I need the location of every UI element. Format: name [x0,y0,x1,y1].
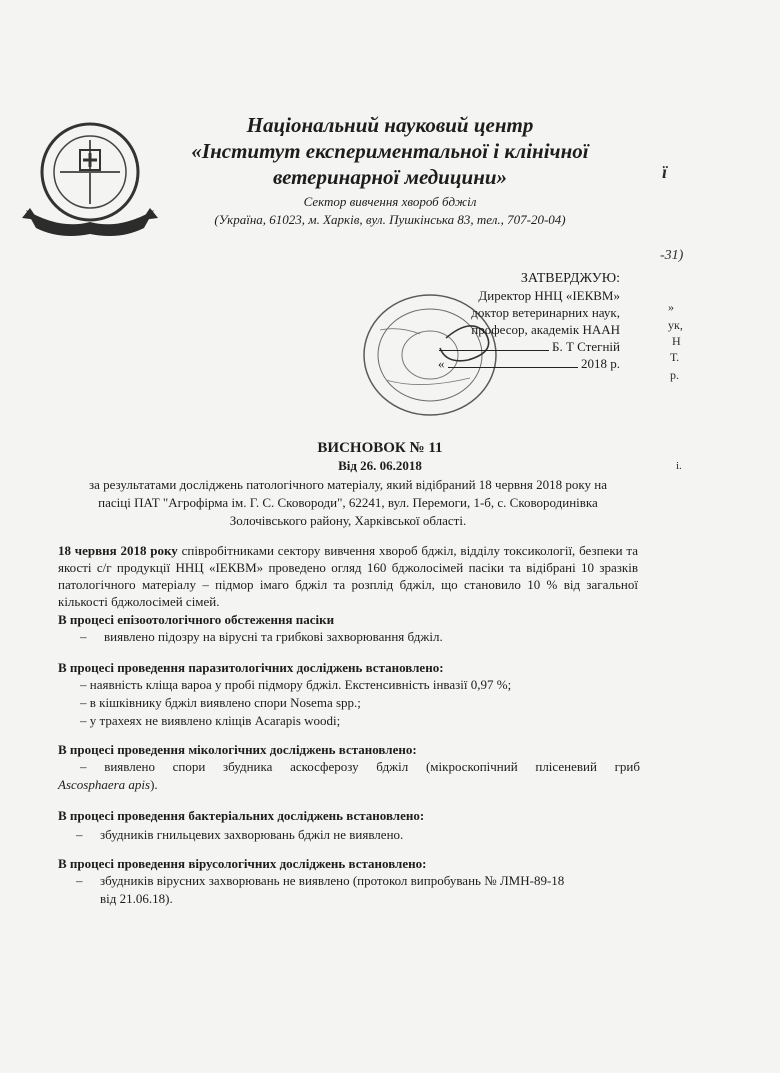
document-date: Від 26. 06.2018 [338,458,422,473]
section-bact-title: В процесі проведення бактеріальних досліджень встановлено: [58,808,425,823]
approval-date [400,355,620,372]
document-title: ВИСНОВОК № 11 [317,440,443,456]
section-parasit-item1: – наявність кліща вароа у пробі підмору бджіл. Екстенсивність інвазії 0,97 %; [80,677,512,692]
institute-name-line3: ветеринарної медицини» [272,165,508,189]
section-epizoo-item: – виявлено підозру на вірусні та грибкові захворювання бджіл. [80,629,443,644]
section-viro-item: – збудників вірусних захворювань не виявлено (протокол випробувань № ЛМН-89-18 [76,873,565,888]
sector-name: Сектор вивчення хвороб бджіл [303,194,477,209]
institute-name-line2: «Інститут експериментальної і клінічної [191,139,589,163]
edge-fragment: і. [676,460,682,472]
approval-block [400,270,620,372]
edge-fragment: Н [672,334,681,348]
edge-fragment: ук, [668,318,683,332]
edge-fragment: р. [670,368,679,382]
institute-emblem [20,110,160,250]
section-myco-item: – виявлено спори збудника аскосферозу бджіл (мікроскопічний плісеневий гриб [80,759,640,774]
section-bact-item: – збудників гнильцевих захворювань бджіл не виявлено. [76,827,404,842]
intro-line2: пасіці ПАТ "Агрофірма ім. Г. С. Сковороди", 62241, вул. Перемоги, 1-б, с. Сковородинівка [98,495,598,510]
section-parasit-title: В процесі проведення паразитологічних досліджень встановлено: [58,660,444,675]
section-parasit-item2: – в кішківнику бджіл виявлено спори Nosema spp.; [80,695,361,710]
main-date: 18 червня 2018 року [58,543,178,558]
approval-date-year: 2018 р. [581,356,620,371]
approval-degree: доктор ветеринарних наук, [471,305,620,320]
intro-line3: Золочівського району, Харківської області. [229,513,467,528]
intro-line1: за результатами досліджень патологічного матеріалу, який відібраний 18 червня 2018 року на [88,477,608,492]
edge-fragment: ї [662,162,668,182]
date-line [448,355,578,368]
approval-date-open: « [438,356,445,371]
section-viro-item-cont: від 21.06.18). [100,891,173,906]
section-parasit-item3: – у трахеях не виявлено кліщів Acarapis woodi; [80,713,341,728]
edge-fragment: -31) [660,248,684,263]
main-text: співробітниками сектору вивчення хвороб бджіл, відділу токсикології, безпеки та якості с/г продукції ННЦ «ІЕКВМ» проведено огляд 160 бджолосімей пасіки та відібрані 10 зразків патологічного матеріалу – підмор імаго бджіл та розплід бджіл, що становило 10 % від загальної кількості бджолосімей сімей. [58,543,639,609]
approval-title: ЗАТВЕРДЖУЮ: [520,271,620,286]
edge-fragment: Т. [670,350,680,364]
section-myco-title: В процесі проведення мікологічних досліджень встановлено: [58,742,417,757]
signature-line [439,338,549,351]
approval-position: Директор ННЦ «ІЕКВМ» [478,288,620,303]
edge-fragment: » [668,300,674,314]
approval-name: Б. Т Стегній [552,339,620,354]
approval-name-line [400,338,620,355]
section-myco-item-cont: Ascosphaera apis). [58,777,158,792]
main-paragraph [58,542,638,610]
section-viro-title: В процесі проведення вірусологічних досліджень встановлено: [58,856,427,871]
institute-address: (Україна, 61023, м. Харків, вул. Пушкінська 83, тел., 707-20-04) [214,212,566,227]
institute-name-line1: Національний науковий центр [246,113,534,137]
approval-academic: професор, академік НААН [471,322,620,337]
section-epizoo-title: В процесі епізоотологічного обстеження пасіки [58,612,335,627]
